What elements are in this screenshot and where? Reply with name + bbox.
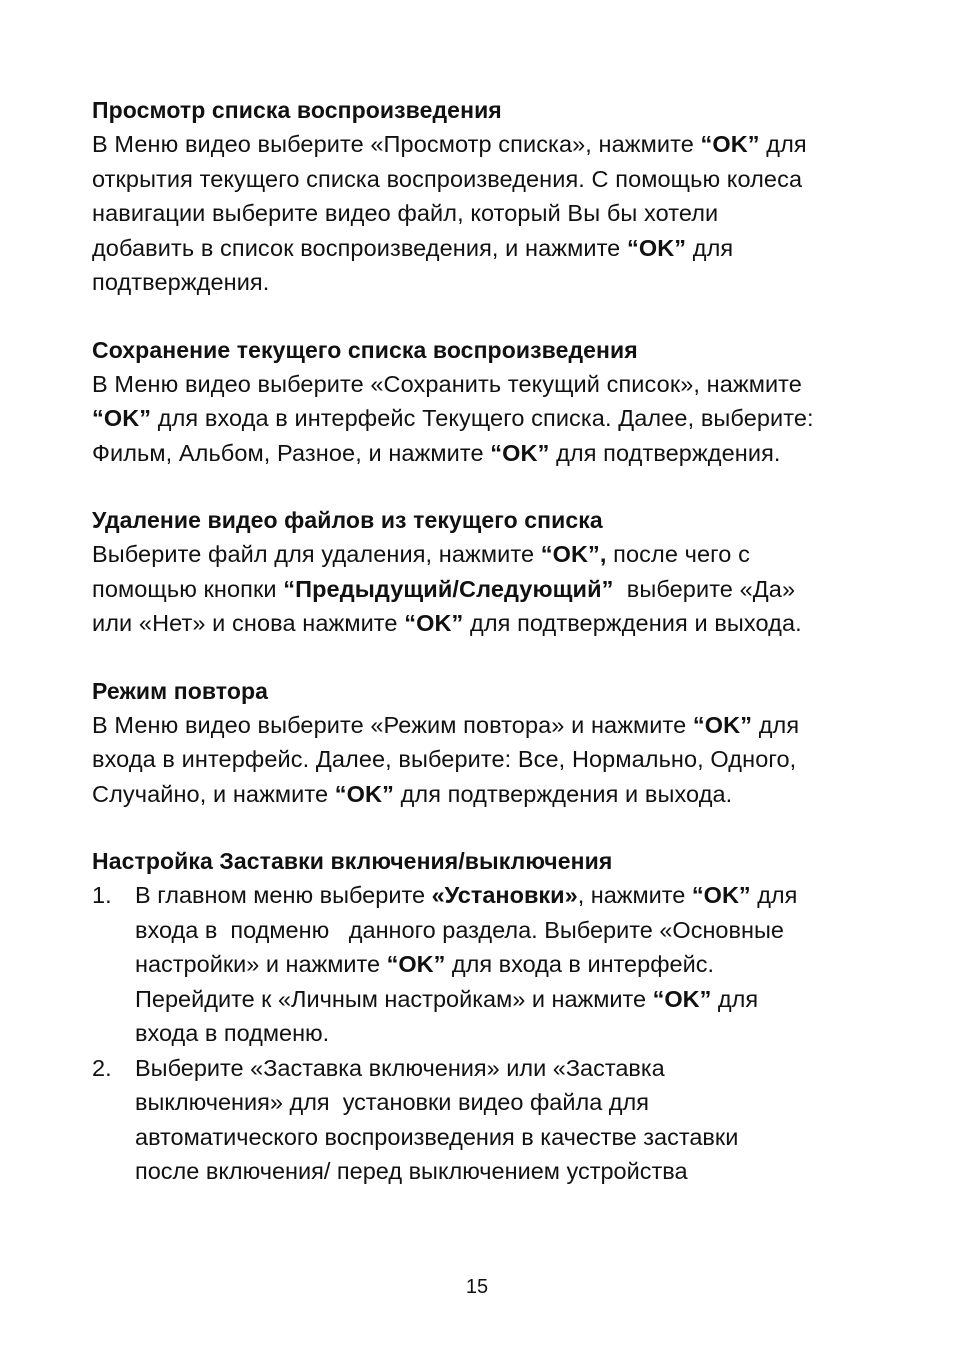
- text-segment: входа в интерфейс. Далее, выберите: Все, Нормально, Одного,: [92, 746, 797, 772]
- text-line: [92, 231, 882, 266]
- text-line: [135, 1154, 882, 1189]
- text-segment: Перейдите к «Личным настройкам» и нажмите: [135, 985, 653, 1012]
- section: [92, 503, 882, 641]
- text-segment: подтверждения.: [92, 269, 270, 295]
- text-segment: , нажмите: [577, 882, 692, 908]
- text-segment: после включения/ перед выключением устройства: [135, 1158, 688, 1184]
- text-line: [92, 606, 882, 641]
- bold-text: “OK”,: [540, 541, 607, 567]
- sections-container: [92, 93, 882, 811]
- text-line: [92, 572, 882, 607]
- text-segment: для входа в интерфейс.: [445, 951, 714, 977]
- list-number: 2.: [92, 1054, 112, 1081]
- section: [92, 333, 882, 471]
- text-line: [92, 708, 882, 743]
- list-item: [92, 1051, 882, 1189]
- text-segment: Выберите «Заставка включения» или «Заставка: [135, 1054, 665, 1081]
- bold-text: “OK”: [404, 610, 464, 636]
- bold-text: “Предыдущий/Следующий”: [283, 575, 614, 602]
- document-page: [92, 93, 882, 1222]
- text-line: [92, 401, 882, 436]
- section-heading: Режим повтора: [92, 677, 269, 704]
- bold-text: “OK”: [386, 951, 446, 977]
- text-segment: для подтверждения и выхода.: [393, 780, 733, 807]
- section-paragraph: [92, 127, 882, 300]
- text-line: [135, 1085, 882, 1120]
- text-segment: выберите «Да»: [613, 575, 796, 602]
- section-heading: Сохранение текущего списка воспроизведения: [92, 336, 638, 363]
- text-segment: навигации выберите видео файл, который Вы бы хотели: [92, 200, 719, 226]
- section-paragraph: [92, 708, 882, 812]
- text-segment: для: [686, 234, 734, 261]
- bold-text: “OK”: [626, 234, 687, 261]
- text-segment: для: [711, 985, 759, 1012]
- text-segment: для: [759, 131, 807, 157]
- text-segment: В главном меню выберите: [135, 882, 432, 908]
- text-segment: Фильм, Альбом, Разное, и нажмите: [92, 439, 491, 466]
- text-segment: для входа в интерфейс Текущего списка. Далее, выберите:: [151, 405, 814, 431]
- numbered-list: [92, 878, 882, 1189]
- section-heading: Просмотр списка воспроизведения: [92, 97, 502, 123]
- section-paragraph: [92, 537, 882, 641]
- text-segment: автоматического воспроизведения в качестве заставки: [135, 1123, 739, 1150]
- bold-text: “OK”: [652, 985, 712, 1012]
- text-segment: Случайно, и нажмите: [92, 780, 335, 807]
- bold-text: “OK”: [700, 131, 760, 157]
- text-line: [92, 537, 882, 572]
- text-segment: помощью кнопки: [92, 575, 284, 602]
- text-line: [135, 1016, 882, 1051]
- text-segment: после чего с: [606, 541, 750, 567]
- text-segment: открытия текущего списка воспроизведения. С помощью колеса: [92, 165, 803, 192]
- text-segment: В Меню видео выберите «Просмотр списка», нажмите: [92, 131, 701, 157]
- text-line: [92, 127, 882, 162]
- bold-text: “OK”: [691, 882, 751, 908]
- text-line: [92, 742, 882, 777]
- list-item: [92, 878, 882, 1051]
- bold-text: “OK”: [692, 711, 753, 738]
- page-number: 15: [465, 1276, 489, 1298]
- text-line: [135, 1051, 882, 1086]
- text-line: [135, 947, 882, 982]
- text-segment: В Меню видео выберите «Сохранить текущий список», нажмите: [92, 370, 802, 397]
- text-segment: входа в подменю.: [135, 1020, 330, 1046]
- section-heading: Удаление видео файлов из текущего списка: [92, 507, 603, 533]
- text-line: [92, 436, 882, 471]
- text-segment: для: [752, 711, 800, 738]
- text-segment: Выберите файл для удаления, нажмите: [92, 541, 541, 567]
- text-line: [135, 1120, 882, 1155]
- text-line: [135, 913, 882, 948]
- text-segment: выключения» для установки видео файла для: [135, 1089, 649, 1115]
- text-line: [92, 265, 882, 300]
- text-segment: настройки» и нажмите: [135, 951, 387, 977]
- list-number: 1.: [92, 882, 112, 908]
- text-line: [135, 878, 882, 913]
- text-line: [92, 777, 882, 812]
- bold-text: “OK”: [334, 780, 394, 807]
- bold-text: “OK”: [490, 439, 550, 466]
- section-startup-screensaver: [92, 844, 882, 1189]
- text-segment: входа в подменю данного раздела. Выберите «Основные: [135, 916, 784, 943]
- section-heading: Настройка Заставки включения/выключения: [92, 848, 613, 874]
- text-segment: для: [750, 882, 798, 908]
- section: [92, 674, 882, 812]
- text-line: [135, 982, 882, 1017]
- text-line: [92, 162, 882, 197]
- text-segment: добавить в список воспроизведения, и нажмите: [92, 234, 627, 261]
- text-segment: или «Нет» и снова нажмите: [92, 610, 405, 636]
- bold-text: «Установки»: [431, 882, 578, 908]
- text-segment: В Меню видео выберите «Режим повтора» и нажмите: [92, 711, 693, 738]
- section-paragraph: [92, 367, 882, 471]
- text-segment: для подтверждения.: [549, 439, 781, 466]
- section: [92, 93, 882, 300]
- text-segment: для подтверждения и выхода.: [463, 610, 802, 636]
- bold-text: “OK”: [92, 405, 152, 431]
- text-line: [92, 196, 882, 231]
- text-line: [92, 367, 882, 402]
